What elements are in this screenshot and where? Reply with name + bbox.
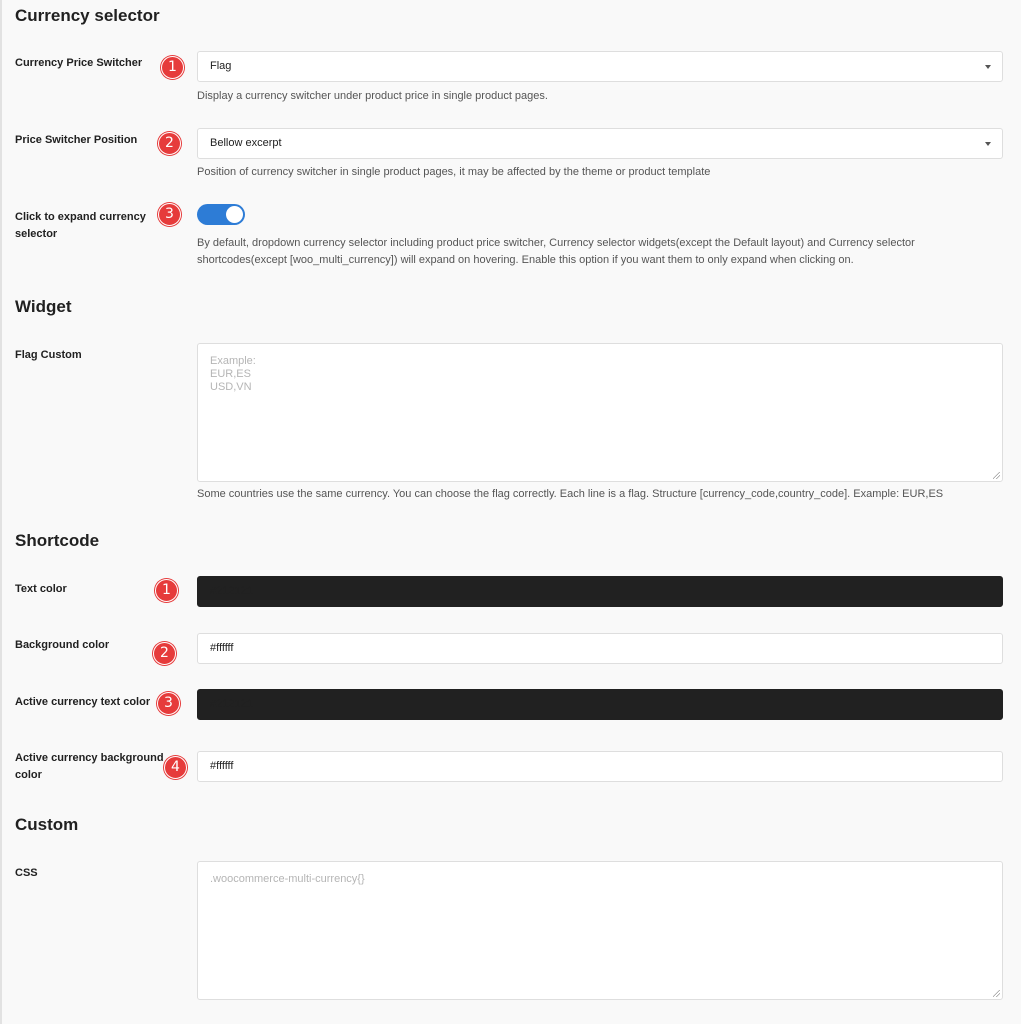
section-title-custom: Custom	[15, 815, 79, 834]
click-expand-help	[197, 235, 1003, 269]
badge-3: 3	[158, 203, 181, 226]
background-color-input[interactable]: #ffffff	[197, 633, 1003, 664]
text-color-label: Text color	[15, 583, 67, 595]
active-background-color-label-line2: color	[15, 769, 42, 781]
active-background-color-input[interactable]: #ffffff	[197, 751, 1003, 782]
flag-custom-textarea[interactable]	[197, 343, 1003, 482]
badge-3: 3	[157, 692, 180, 715]
click-expand-label	[15, 209, 165, 243]
background-color-label: Background color	[15, 639, 110, 651]
css-placeholder: .woocommerce-multi-currency{}	[210, 873, 365, 885]
css-label: CSS	[15, 867, 38, 879]
click-expand-help-line1: By default, dropdown currency selector including product price switcher, Currency selector widgets(except the Default layout) and Currency selector	[197, 237, 915, 249]
switcher-position-select[interactable]	[197, 128, 1003, 159]
badge-1: 1	[161, 56, 184, 79]
resize-handle-icon[interactable]	[993, 990, 1000, 997]
active-text-color-input[interactable]: #212121	[197, 689, 1003, 720]
click-expand-label-line1: Click to expand currency	[15, 211, 146, 223]
switcher-position-label: Price Switcher Position	[15, 134, 138, 146]
badge-2: 2	[158, 132, 181, 155]
chevron-down-icon	[985, 65, 991, 69]
badge-1: 1	[155, 579, 178, 602]
chevron-down-icon	[985, 142, 991, 146]
price-switcher-help: Display a currency switcher under product price in single product pages.	[197, 90, 548, 102]
resize-handle-icon[interactable]	[993, 472, 1000, 479]
flag-custom-placeholder-line: USD,VN	[210, 381, 252, 393]
click-expand-help-line2: shortcodes(except [woo_multi_currency]) will expand on hovering. Enable this option if you want them to only expand when clicking on.	[197, 254, 854, 266]
switcher-position-help: Position of currency switcher in single product pages, it may be affected by the theme or product template	[197, 166, 711, 178]
section-title-currency-selector: Currency selector	[15, 6, 160, 25]
price-switcher-label: Currency Price Switcher	[15, 57, 143, 69]
flag-custom-label: Flag Custom	[15, 349, 82, 361]
active-text-color-label: Active currency text color	[15, 696, 151, 708]
flag-custom-placeholder-line: EUR,ES	[210, 368, 251, 380]
switcher-position-value: Bellow excerpt	[210, 137, 282, 149]
left-border	[0, 0, 2, 1024]
toggle-knob	[226, 206, 243, 223]
text-color-input[interactable]: #212121	[197, 576, 1003, 607]
flag-custom-placeholder-line: Example:	[210, 355, 256, 367]
section-title-widget: Widget	[15, 297, 72, 316]
css-textarea[interactable]	[197, 861, 1003, 1000]
click-expand-toggle[interactable]	[197, 204, 245, 225]
badge-4: 4	[164, 756, 187, 779]
active-background-color-label	[15, 750, 185, 784]
price-switcher-value: Flag	[210, 60, 232, 72]
click-expand-label-line2: selector	[15, 228, 58, 240]
price-switcher-select[interactable]	[197, 51, 1003, 82]
section-title-shortcode: Shortcode	[15, 531, 100, 550]
active-background-color-label-line1: Active currency background	[15, 752, 164, 764]
badge-2: 2	[153, 642, 176, 665]
flag-custom-help: Some countries use the same currency. You can choose the flag correctly. Each line is a flag. Structure [currency_code,country_code]. Example: EUR,ES	[197, 488, 944, 500]
